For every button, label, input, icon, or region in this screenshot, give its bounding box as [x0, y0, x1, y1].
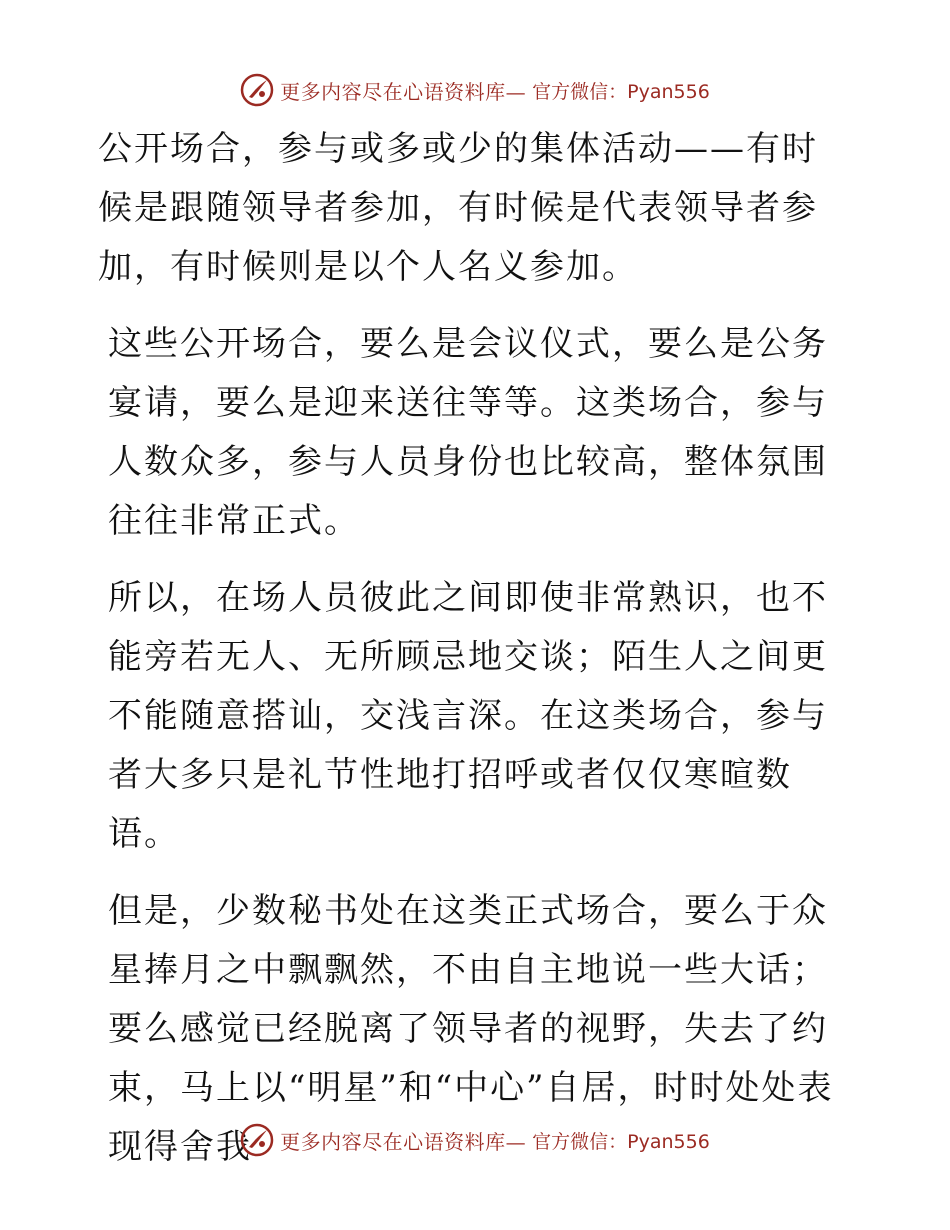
watermark-text: 更多内容尽在心语资料库—: [280, 1129, 527, 1154]
footer-watermark: [0, 1120, 950, 1160]
document-body: [98, 120, 850, 1195]
watermark-wechat: 官方微信：Pyan556: [532, 1130, 710, 1153]
watermark-wechat: 官方微信：Pyan556: [532, 80, 710, 103]
quill-logo-icon: [240, 1123, 274, 1157]
paragraph-3: 所以，在场人员彼此之间即使非常熟识，也不能旁若无人、无所顾忌地交谈；陌生人之间更不能随意搭讪，交浅言深。在这类场合，参与者大多只是礼节性地打招呼或者仅仅寒暄数语。: [108, 578, 828, 854]
quill-logo-icon: [240, 73, 274, 107]
paragraph-2: 这些公开场合，要么是会议仪式，要么是公务宴请，要么是迎来送往等等。这类场合，参与人数众多，参与人员身份也比较高，整体氛围往往非常正式。: [108, 324, 828, 541]
watermark-text: 更多内容尽在心语资料库—: [280, 79, 527, 104]
header-watermark: [0, 70, 950, 110]
paragraph-4: 但是，少数秘书处在这类正式场合，要么于众星捧月之中飘飘然，不由自主地说一些大话；要么感觉已经脱离了领导者的视野，失去了约束，马上以“明星”和“中心”自居，时时处处表现得舍我: [108, 891, 834, 1167]
paragraph-1: 公开场合，参与或多或少的集体活动——有时候是跟随领导者参加，有时候是代表领导者参加，有时候则是以个人名义参加。: [98, 129, 818, 287]
